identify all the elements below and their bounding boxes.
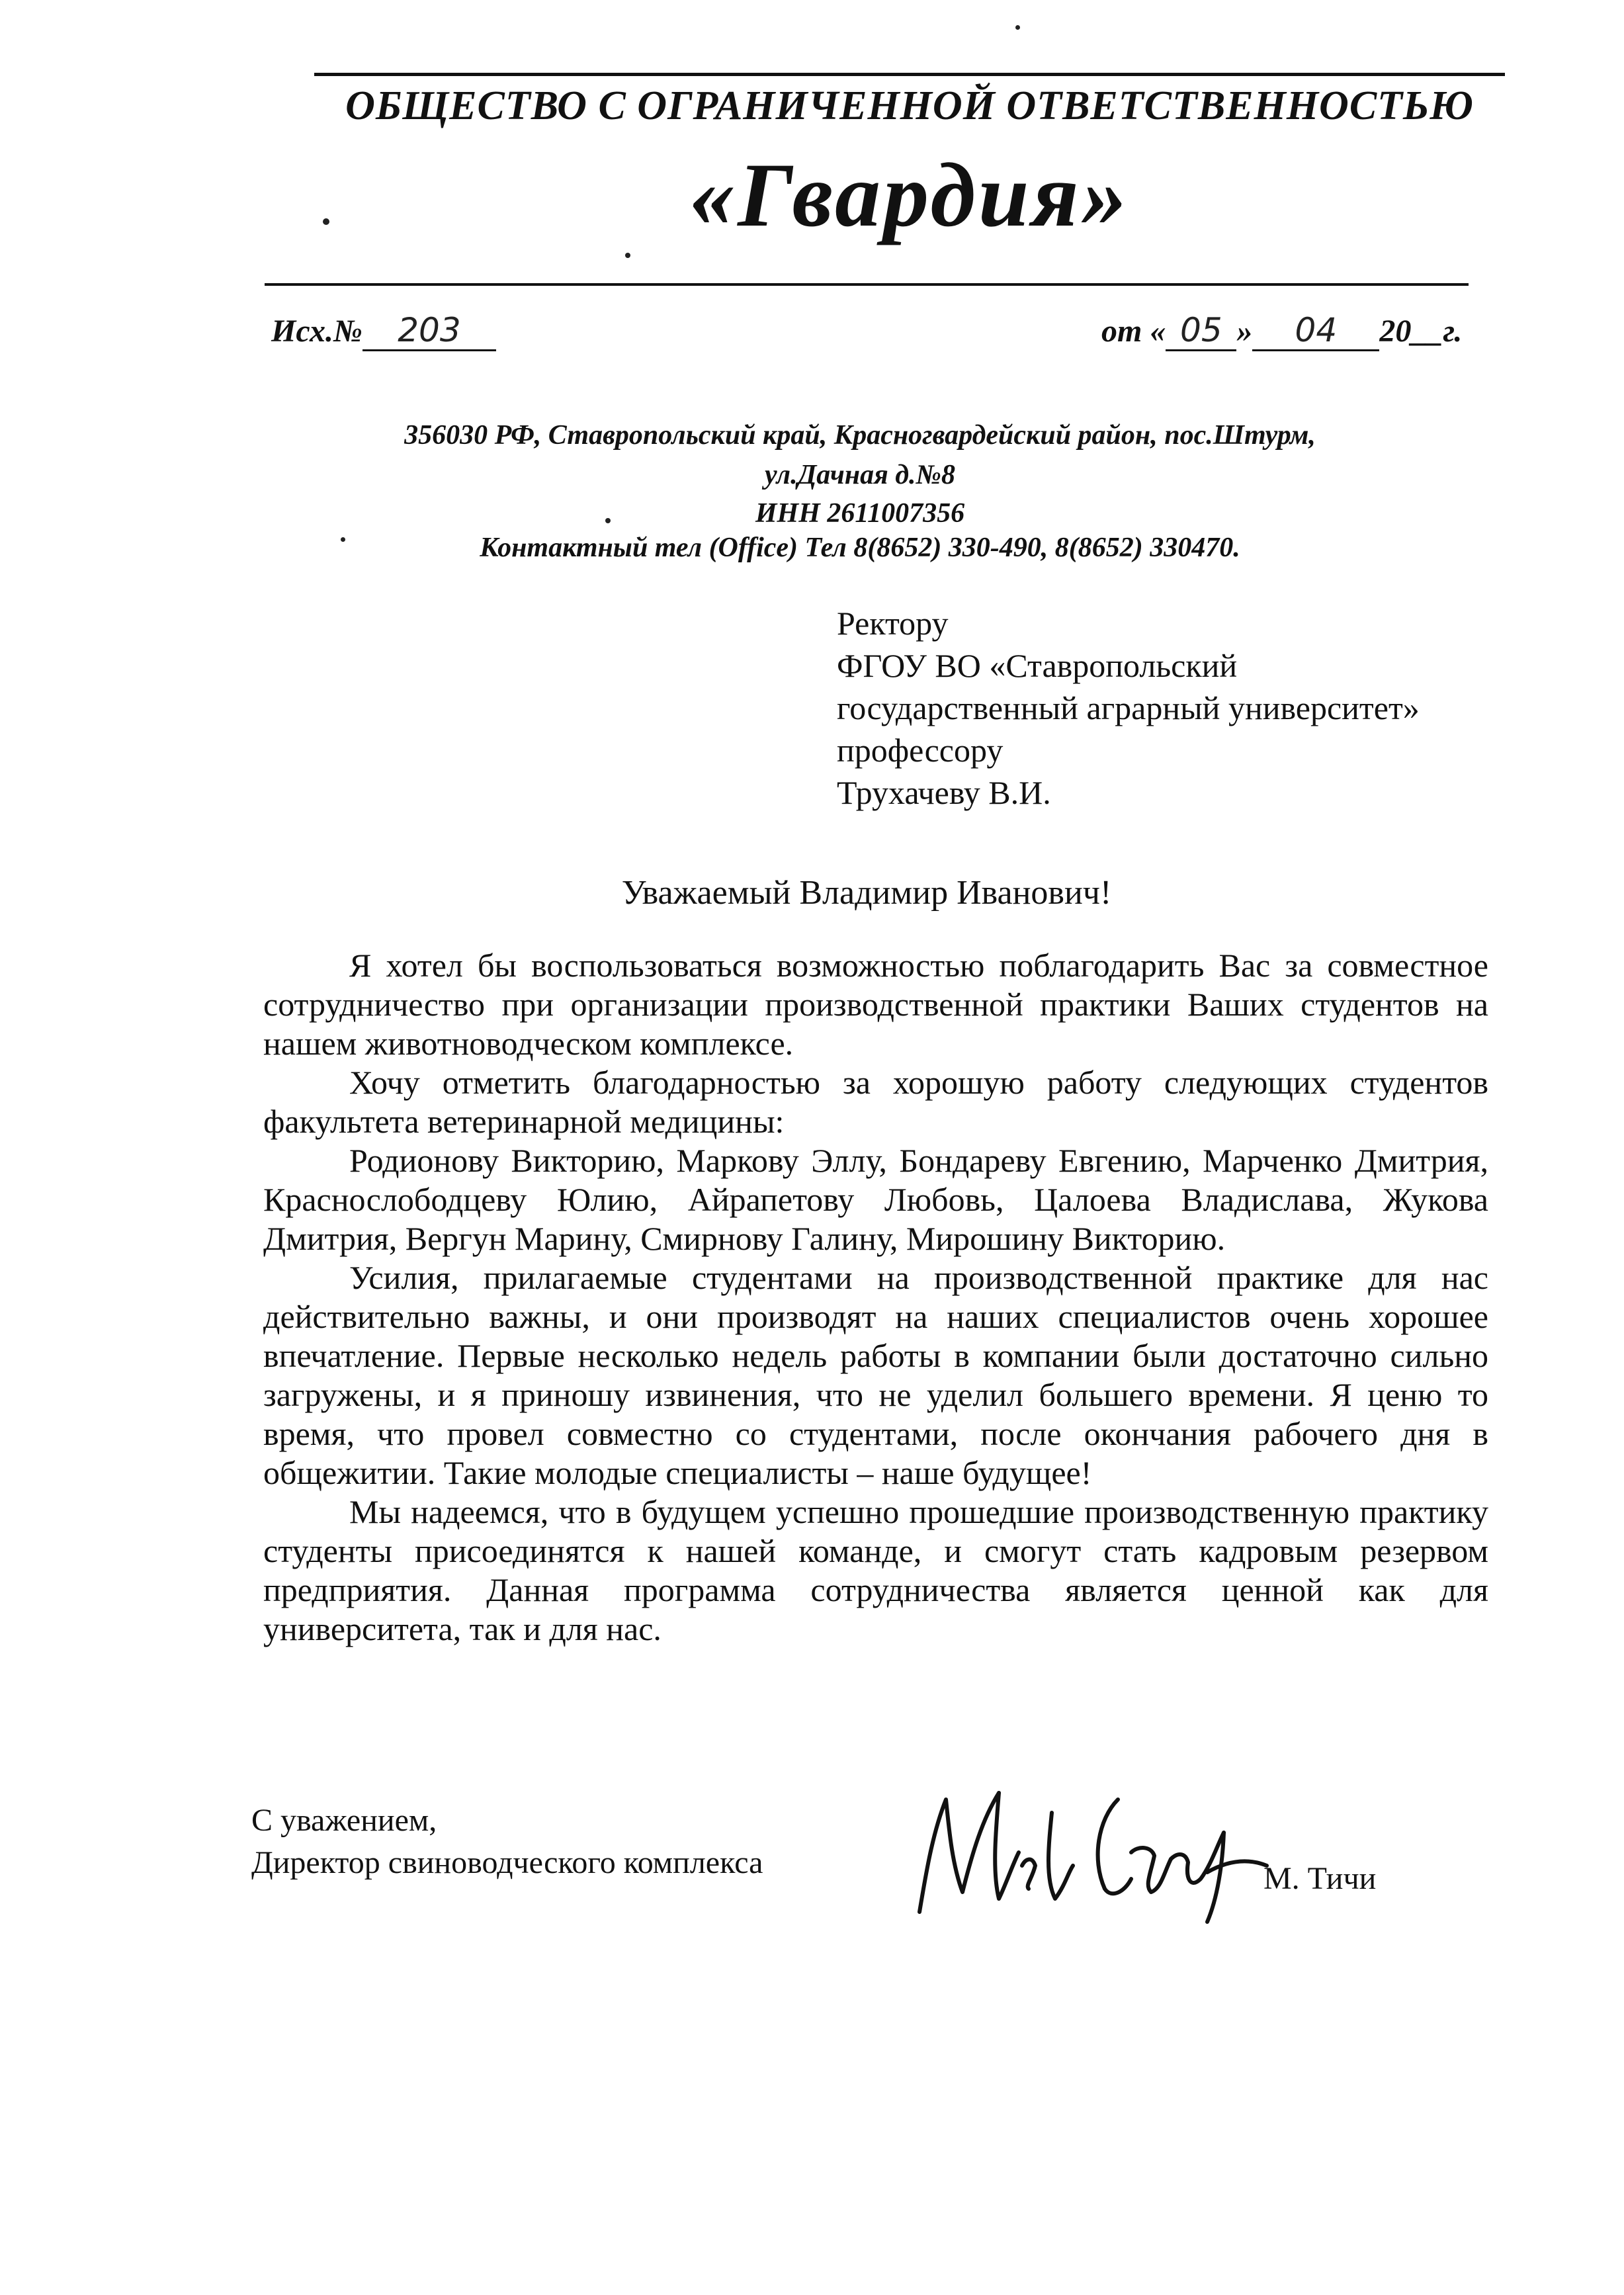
signer-title: Директор свиноводческого комплекса bbox=[251, 1845, 763, 1880]
tax-id: ИНН 2611007356 bbox=[755, 498, 965, 529]
body-paragraph-2: Хочу отметить благодарностью за хорошую работу следующих студентов факультета ветеринарной медицины: bbox=[263, 1064, 1488, 1140]
recipient-line-4: профессору bbox=[837, 732, 1004, 769]
scan-speck bbox=[1015, 25, 1020, 30]
scan-speck bbox=[625, 253, 630, 258]
handwritten-signature bbox=[900, 1773, 1270, 1925]
letterhead-top-rule bbox=[314, 73, 1505, 76]
outgoing-number-label: Исх.№ bbox=[271, 314, 363, 349]
scan-speck bbox=[605, 518, 611, 523]
contact-phones: Контактный тел (Office) Тел 8(8652) 330-490, 8(8652) 330470. bbox=[480, 533, 1240, 563]
address-line-1: 356030 РФ, Ставропольский край, Красногвардейский район, пос.Штурм, bbox=[404, 420, 1316, 451]
recipient-line-2: ФГОУ ВО «Ставропольский bbox=[837, 647, 1238, 684]
recipient-line-1: Ректору bbox=[837, 605, 949, 642]
outgoing-number bbox=[271, 311, 496, 351]
date-prefix: от « bbox=[1101, 314, 1166, 349]
signer-name: М. Тичи bbox=[1263, 1861, 1377, 1896]
letter-date bbox=[1101, 311, 1462, 351]
recipient-block bbox=[837, 602, 1420, 814]
salutation: Уважаемый Владимир Иванович! bbox=[621, 874, 1112, 912]
letterhead-bottom-rule bbox=[265, 283, 1469, 286]
closing-regards: С уважением, bbox=[251, 1803, 437, 1838]
date-month: 04 bbox=[1252, 311, 1379, 351]
letter-body bbox=[263, 946, 1488, 1649]
date-day: 05 bbox=[1166, 311, 1236, 351]
outgoing-number-value: 203 bbox=[363, 311, 496, 351]
scan-speck bbox=[341, 537, 345, 542]
scan-speck bbox=[323, 218, 329, 225]
closing-block bbox=[251, 1799, 763, 1884]
body-paragraph-5: Мы надеемся, что в будущем успешно прошедшие производственную практику студенты присоединятся к нашей команде, и смогут стать кадровым резервом предприятия. Данная программа сотрудничества является ценной как для университета, так и для нас. bbox=[263, 1493, 1488, 1647]
body-paragraph-4: Усилия, прилагаемые студентами на производственной практике для нас действительно важны, и они производят на наших специалистов очень хорошее впечатление. Первые несколько недель работы в компании были достаточно сильно загружены, и я приношу извинения, что не уделил большего времени. Я ценю то время, что провел совместно со студентами, после окончания рабочего дня в общежитии. Такие молодые специалисты – наше будущее! bbox=[263, 1259, 1488, 1491]
org-brand-name: «Гвардия» bbox=[689, 144, 1130, 245]
org-legal-form: ОБЩЕСТВО С ОГРАНИЧЕННОЙ ОТВЕТСТВЕННОСТЬЮ bbox=[345, 83, 1474, 128]
body-paragraph-3: Родионову Викторию, Маркову Эллу, Бондареву Евгению, Марченко Дмитрия, Краснослободцеву Юлию, Айрапетову Любовь, Цалоева Владислава, Жукова Дмитрия, Вергун Марину, Смирнову Галину, Мирошину Викторию. bbox=[263, 1142, 1488, 1257]
date-year: 20__г. bbox=[1379, 314, 1463, 349]
address-line-2: ул.Дачная д.№8 bbox=[765, 460, 955, 490]
date-day-close: » bbox=[1236, 314, 1253, 349]
recipient-line-5: Трухачеву В.И. bbox=[837, 774, 1051, 811]
recipient-line-3: государственный аграрный университет» bbox=[837, 689, 1420, 726]
body-paragraph-1: Я хотел бы воспользоваться возможностью поблагодарить Вас за совместное сотрудничество при организации производственной практики Ваших студентов на нашем животноводческом комплексе. bbox=[263, 947, 1488, 1062]
